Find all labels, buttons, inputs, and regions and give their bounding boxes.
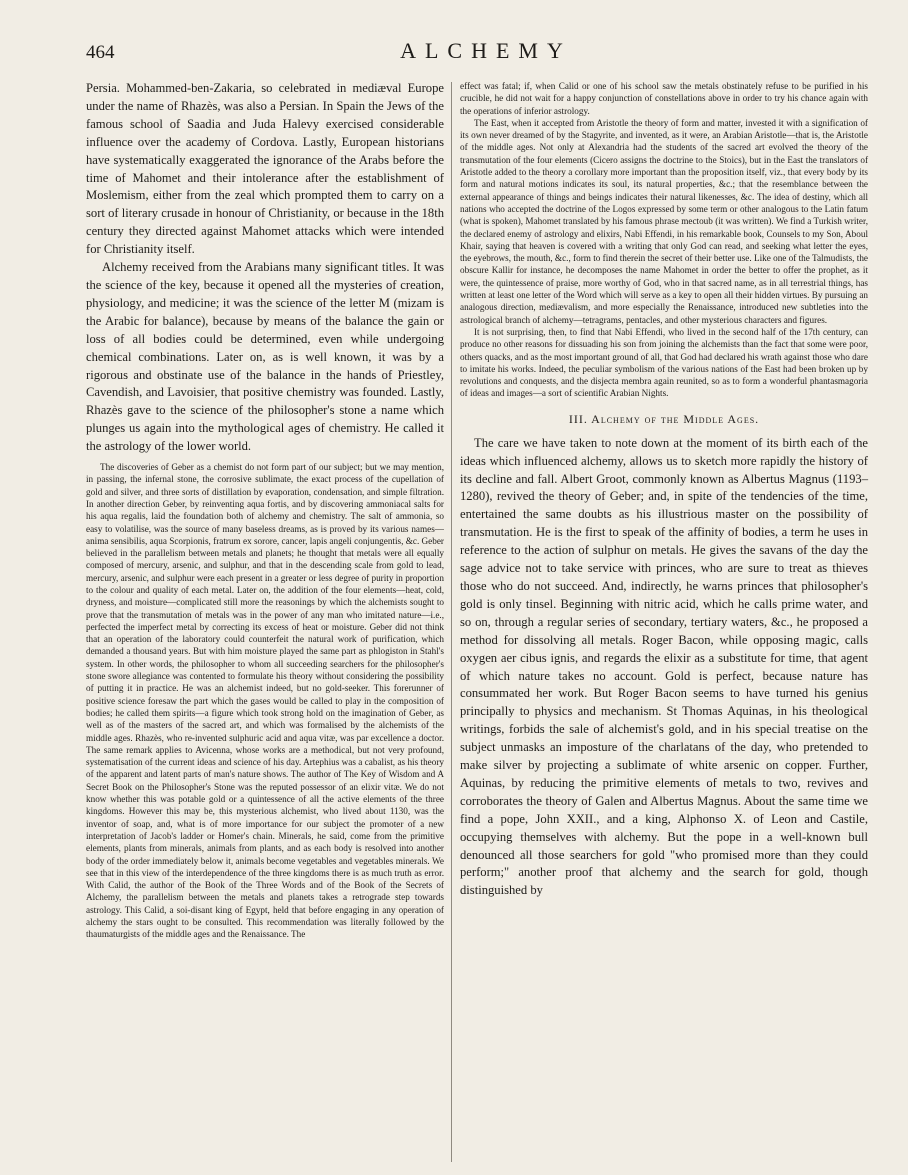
paragraph-small: The discoveries of Geber as a chemist do not form part of our subject; but we may mention, in passing, the infernal stone, the corrosive sublimate, the exact process of the cupellation of gold and silver, and three sorts of distillation by evaporation, condensation, and simple filtration. In another direction Geber, by reinventing aqua fortis, and by discovering ammoniacal salts for his aqua regalis, laid the foundation both of alchemy and chemistry. The salt of ammonia, so easy to volatilise, was the source of many baseless dreams, as is proved by its various names—anima sensibilis, aqua Scorpionis, fratrum ex sorore, cancer, lapis angeli conjungentis, &c. Geber believed in the parallelism between metals and planets; he thought that metals were all equally composed of mercury, arsenic, and sulphur, and that in the descending scale from gold to lead, mercury, arsenic, and sulphur were each present in a greater or less degree of purity in proportion to the colour and quality of each metal. Later on, the addition of the four elements—heat, cold, dryness, and moisture—complicated still more the reasonings by which the alchemists sought to prove that the transmutation of metals was in the power of any man who imitated nature—i.e., perfected the imperfect metal by correcting its excess of heat or moisture. Geber did not think that an operation of the laboratory could counterfeit the natural work of purification, which demanded a thousand years. But with him moisture played the same part as phlogiston in Stahl's system. In other words, the philosopher to whom all succeeding searchers for the philosopher's stone swore allegiance was contented to formulate his theory without considering the possibility of putting it in practice. He was an alchemist indeed, but no gold-seeker. This forerunner of positive science foresaw the part which the gases would be called to play in the composition of bodies; he called them spirits—a figure which took strong hold on the imagination of Geber, as well as of the masters of the sacred art, and which was formalised by the alchemists of the middle ages. Rhazès, who re-invented sulphuric acid and aqua vitæ, was par excellence a doctor. The same remark applies to Avicenna, whose works are a methodical, but not very profound, systematisation of the current ideas and science of his day. Artephius was a cabalist, as his theory of the apparent and latent parts of man's nature shows. The author of The Key of Wisdom and A Secret Book on the Philosopher's Stone was the reputed possessor of an elixir vitæ. We do not know whether this was potable gold or a quintessence of all the active elements of the three kingdoms. However this may be, this mysterious alchemist, who lived about 1130, was the inventor of soap, and, what is of more importance for our subject the promoter of a new interpretation of Jacob's ladder or Homer's chain. Minerals, he said, come from the primitive elements, plants from minerals, animals from plants, and as each body is resolved into another body of the order immediately below it, animals become vegetables and vegetables minerals. We see that in this view of the interdependence of the three kingdoms there is as much truth as error. With Calid, the author of the Book of the Three Words and of the Book of the Secrets of Alchemy, the parallelism between the metals and planets takes a retrograde step towards astrology. This Calid, a soi-disant king of Egypt, held that before engaging in any operation of alchemy the stars ought to be consulted. This recommendation was literally followed by the thaumaturgists of the middle ages and the Renaissance. The xyxy=(86,462,444,940)
paragraph: Alchemy received from the Arabians many significant titles. It was the science of the key, because it opened all the mysteries of creation, physiology, and medicine; it was the science of the letter M (mizam is the Arabic for balance), because by means of the balance the gain or loss of all bodies could be determined, even while undergoing chemical combinations. Later on, as is well known, it was by a rigorous and obstinate use of the balance in the hands of Priestley, Cavendish, and Lavoisier, that positive chemistry was founded. Lastly, Rhazès gave to the science of the philosopher's stone a name which plunges us again into the mythological ages of chemistry. He called it the astrology of the lower world. xyxy=(86,260,444,454)
section-heading: III. Alchemy of the Middle Ages. xyxy=(568,411,760,426)
paragraph-small: effect was fatal; if, when Calid or one of his school saw the metals obstinately refuse to be purified in his crucible, he did not wait for a happy conjunction of constellations above in order to try his chance again with the operations of inferior astrology. xyxy=(460,81,868,116)
paragraph-small: The East, when it accepted from Aristotle the theory of form and matter, invested it with a signification of its own never dreamed of by the Stagyrite, and invented, as it were, an Arabian Aristotle—that is, the Aristotle of the middle ages. Not only at Alexandria had the students of the sacred art evolved the theory of the transmutation of the four elements (Cicero assigns the doctrine to the Stoics), but in the East the translators of Aristotle added to the theory a corollary more important than the proposition itself, viz., that every body by its form and natural motions indicates its soul, its natural properties, &c.; that the resemblance between the external appearance of things and beings indicates their natural likenesses, &c. The idea of destiny, which all nations who accepted the doctrine of the Logos expressed by some term or other analogous to the Latin fatum (what is spoken), Mahomet translated by his famous phrase mectoub (it was written). We find a Turkish writer, the declared enemy of astrology and elixirs, Nabi Effendi, in his remarkable book, Counsels to my Son, Aboul Khair, saying that heaven is covered with a writing that only God can read, and seeking what letter the eyes, the eyebrows, the mouth, &c., form to find therein the secret of their better use. Like one of the Talmudists, the obscure Kallir for instance, he decomposes the name Mahomet in order the better to offer the prophet, as it were, the quintessence of praise, more worthy of God, who in that sacred name, as in all terrestrial things, has written at least one letter of the Word which will serve as a key to open all their hidden virtues. By pursuing an analogous direction, mediævalism, and more especially the Renaissance, introduced new subtleties into the astrological branch of alchemy—tetragrams, pentacles, and other mysterious characters and figures. xyxy=(460,117,868,325)
paragraph-small: It is not surprising, then, to find that Nabi Effendi, who lived in the second half of the 17th century, can produce no other reasons for dissuading his son from joining the alchemists than the fact that some were poor, others quacks, and as the most important ground of all, that God had declared his wrath against those who dare to imitate his works. Indeed, the peculiar symbolism of the various nations of the East had been broken up by revolutions and conquests, and the disjecta membra again reunited, so as to form a wonderful phantasmagoria of ideas and images—a sort of scientific Arabian Nights. xyxy=(460,326,868,399)
page-header xyxy=(86,38,886,74)
running-head: ALCHEMY xyxy=(400,38,572,63)
paragraph: Persia. Mohammed-ben-Zakaria, so celebrated in mediæval Europe under the name of Rhazès, was also a Persian. In Spain the Jews of the famous school of Saadia and Juda Halevy exercised considerable influence over the academy of Cordova. Lastly, European historians have systematically exaggerated the ignorance of the Arabs before the time of Mahomet and their intolerance after the establishment of Moslemism, either from the zeal which prompted them to carry on a sort of literary crusade in honour of Christianity, or because in the 18th century they directed against Mahomet attacks which were intended for Christianity itself. xyxy=(86,81,444,257)
page-number: 464 xyxy=(86,42,115,63)
column-divider xyxy=(451,82,452,1162)
left-column xyxy=(86,80,444,941)
paragraph: The care we have taken to note down at the moment of its birth each of the ideas which influenced alchemy, allows us to sketch more rapidly the history of its decline and fall. Albert Groot, commonly known as Albertus Magnus (1193–1280), revived the theory of Geber; and, in spite of the tendencies of the time, entertained the same doubts as his illustrious master on the possibility of transmutation. He is the first to speak of the affinity of bodies, a term he uses in reference to the action of sulphur on metals. He gives the savans of the day the sage advice not to take service with princes, who are sure to treat as thieves those who do not succeed. And, indirectly, he warns princes that philosopher's gold is only tinsel. Beginning with nitric acid, which he calls prime water, and so on, through a regular series of secondary, tertiary waters, &c., he proposed a method for dissolving all metals. Roger Bacon, while opposing magic, calls oxygen aer cibus ignis, and regards the elixir as a substitute for time, that agent of which nature takes no account. Gold is perfect, because nature has consummated her work. But Roger Bacon seems to have turned his genius principally to physics and mechanism. St Thomas Aquinas, in his theological writings, forbids the sale of alchemist's gold, and in his special treatise on the subject unmasks an imposture of the charlatans of the day, who pretended to make silver by projecting a sublimate of white arsenic on copper. Further, Aquinas, by reducing the primitive elements of metals to two, revives and corroborates the theory of Galen and Albertus Magnus. About the same time we find a pope, John XXII., and a king, Alphonso X. of Leon and Castile, occupying themselves with alchemy. But the pope in a well-known bull denounced all those searchers for gold "who promised more than they could perform;" another proof that alchemy and the search for gold, though distinguished by xyxy=(460,435,868,898)
right-column xyxy=(460,80,868,900)
